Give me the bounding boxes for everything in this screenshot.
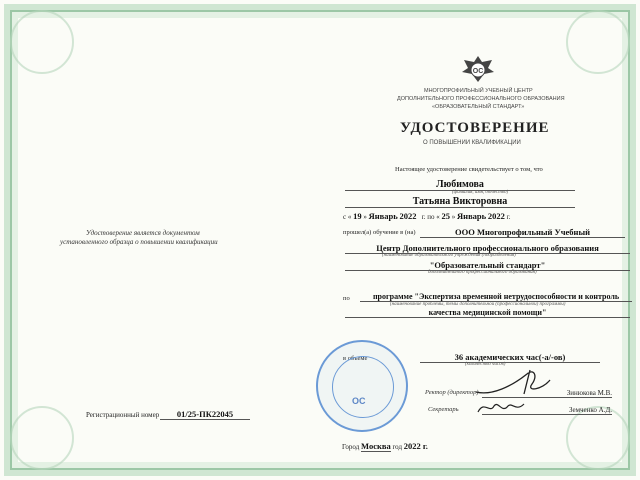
issue-year: 2022 г. (403, 441, 428, 451)
secretary-label: Секретарь (428, 406, 459, 413)
start-month: Январь (368, 211, 398, 221)
given-name: Татьяна Викторовна (345, 196, 575, 208)
end-day: 25 (441, 211, 451, 221)
volume-label: в объеме (343, 355, 368, 362)
footer (342, 441, 428, 451)
training-org-3-caption: дополнительного профессионального образования) (428, 270, 537, 275)
start-year: 2022 (399, 211, 417, 221)
city-label: Город (342, 443, 360, 451)
period-start (343, 211, 511, 221)
border-ornament (10, 406, 74, 470)
end-day-quote: » (451, 213, 456, 221)
year-label: год (392, 443, 403, 451)
stamp-inner-ring (332, 356, 394, 418)
registration-number: 01/25-ПК22045 (160, 409, 250, 420)
volume-hours: 36 академических час(-а/-ов) (420, 352, 600, 363)
emblem-text: ОС (472, 68, 484, 75)
training-org-3: "Образовательный стандарт" (345, 260, 630, 271)
training-org-1: ООО Многопрофильный Учебный (420, 227, 625, 238)
end-year: 2022 (487, 211, 505, 221)
start-day: 19 (353, 211, 362, 221)
border-ornament (566, 10, 630, 74)
training-org-2: Центр Дополнительного профессионального образования (345, 243, 630, 254)
border-ornament (10, 10, 74, 74)
city-value: Москва (361, 441, 391, 451)
org-line-2: ДОПОЛНИТЕЛЬНОГО ПРОФЕССИОНАЛЬНОГО ОБРАЗОВАНИЯ (397, 96, 565, 102)
program-prefix: по (343, 295, 350, 302)
period-from-label: с « (343, 213, 352, 221)
training-label: прошел(а) обучение в (на) (343, 229, 416, 236)
fio-caption: (фамилия, имя, отчество) (452, 190, 509, 195)
document-subtitle: О ПОВЫШЕНИИ КВАЛИФИКАЦИИ (423, 140, 521, 146)
registration-label: Регистрационный номер (86, 411, 160, 419)
rector-name: Зинюкова М.В. (482, 389, 612, 398)
org-line-1: МНОГОПРОФИЛЬНЫЙ УЧЕБНЫЙ ЦЕНТР (424, 88, 533, 94)
rector-label: Ректор (директор) (425, 389, 479, 396)
document-title: УДОСТОВЕРЕНИЕ (400, 120, 550, 136)
secretary-name: Земченко А.Д. (482, 406, 612, 415)
year-suffix: г. (506, 213, 511, 221)
official-stamp (316, 340, 408, 432)
org-line-3: «ОБРАЗОВАТЕЛЬНЫЙ СТАНДАРТ» (432, 104, 525, 110)
eagle-emblem-icon (460, 52, 496, 86)
left-note-2: установленного образца о повышении квалификации (60, 238, 218, 246)
program-line-2: качества медицинской помощи" (345, 308, 630, 318)
period-to-label: г. по « (421, 213, 440, 221)
left-note-1: Удостоверение является документом (86, 229, 200, 237)
stamp-text: ОС (352, 396, 366, 406)
start-day-quote: » (363, 213, 367, 221)
program-caption: (наименование проблемы, темы дополнительной (профессиональной) программы) (390, 302, 566, 307)
border-ornament (566, 406, 630, 470)
training-org-caption: (наименование образовательного учреждения (подразделения) (382, 253, 516, 258)
volume-caption: (количество часов) (465, 362, 506, 367)
intro-text: Настоящее удостоверение свидетельствует о том, что (395, 166, 543, 173)
end-month: Январь (457, 211, 487, 221)
program-line-1: программе "Экспертиза временной нетрудоспособности и контроль (360, 292, 632, 302)
surname: Любимова (345, 179, 575, 191)
